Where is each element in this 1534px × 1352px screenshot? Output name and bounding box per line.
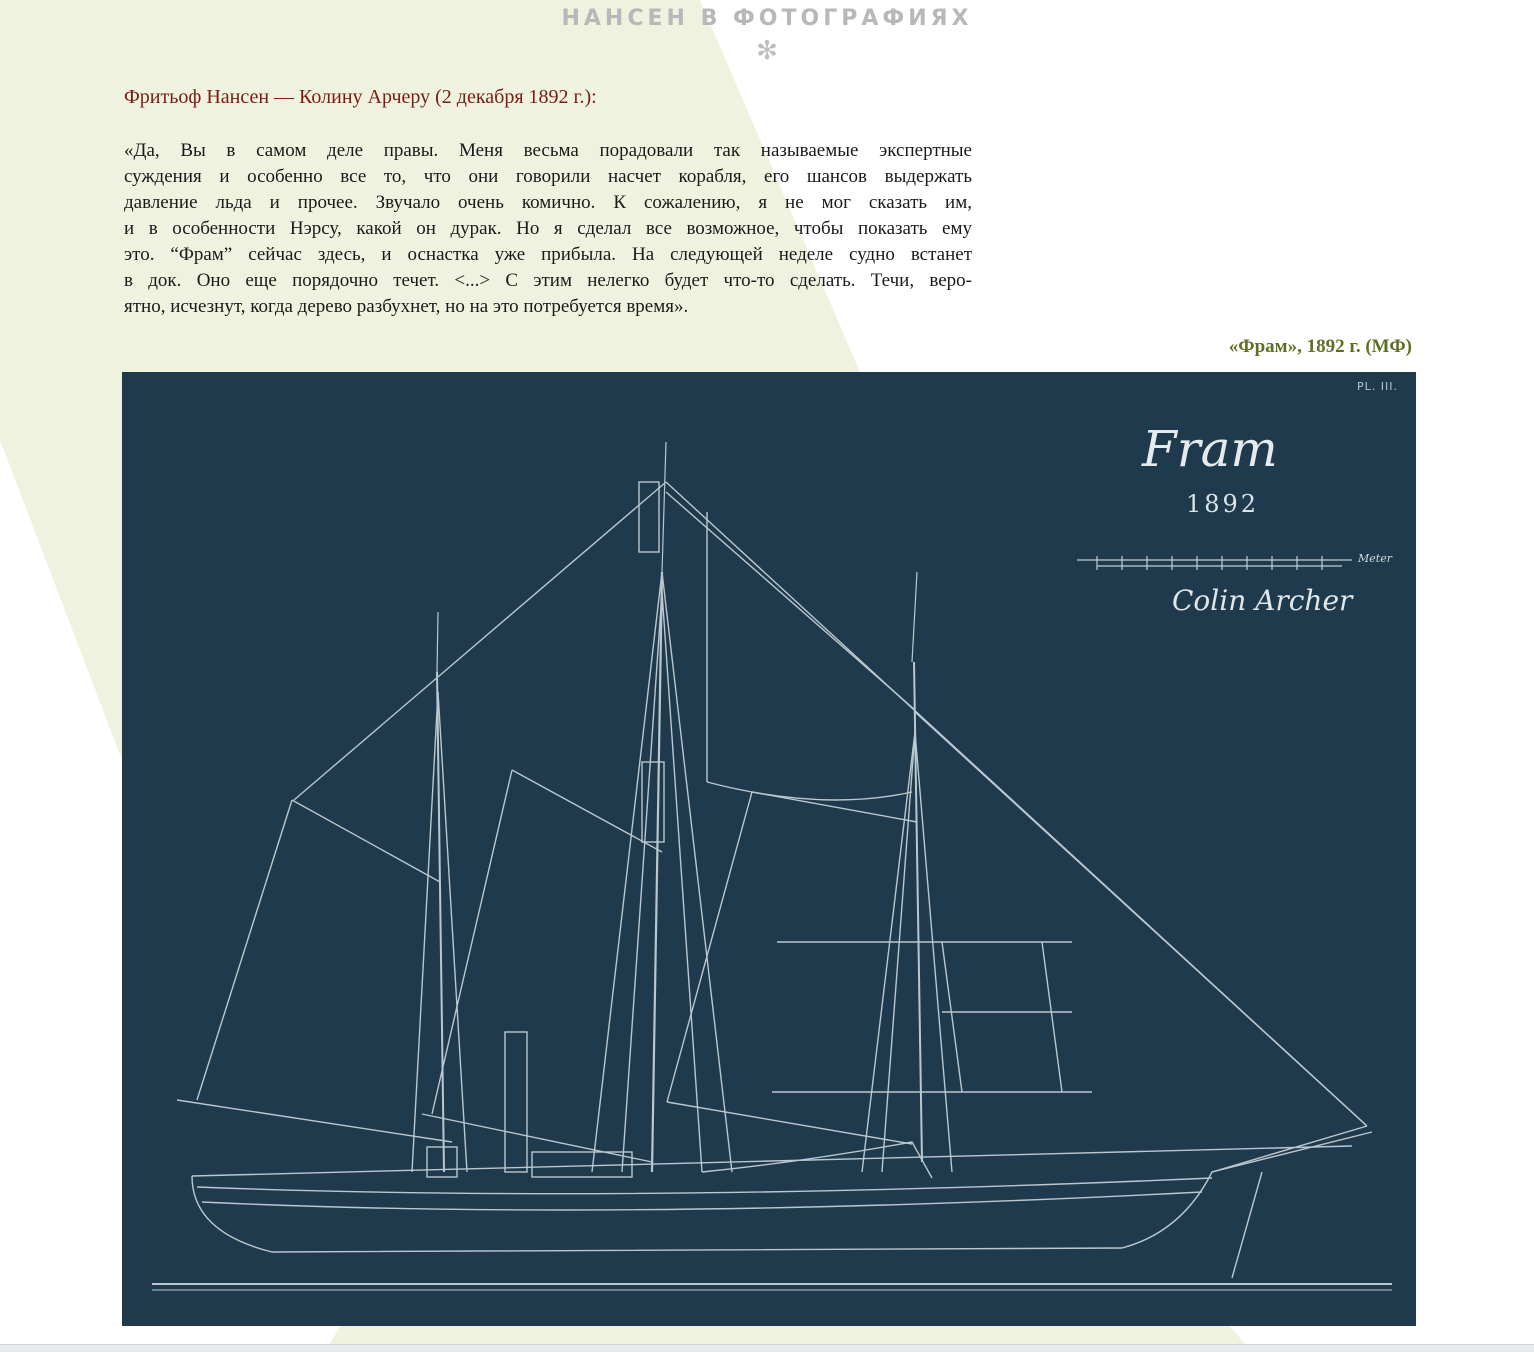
scale-label: Meter	[1358, 552, 1392, 565]
quote-line: это. “Фрам” сейчас здесь, и оснастка уже прибыла. На следующей неделе судно встанет	[124, 244, 972, 265]
quote-line: суждения и особенно все то, что они говорили насчет корабля, его шансов выдержать	[124, 166, 972, 187]
quote-line: «Да, Вы в самом деле правы. Меня весьма порадовали так называемые экспертные	[124, 140, 972, 161]
signature: Colin Archer	[1172, 584, 1353, 617]
quote-line: в док. Оно еще порядочно течет. <...> С этим нелегко будет что-то сделать. Течи, веро-	[124, 270, 972, 291]
drawing-title: Fram	[1142, 420, 1278, 478]
quote-line: ятно, исчезнут, когда дерево разбухнет, но на это потребуется время».	[124, 296, 689, 317]
ship-blueprint-image	[122, 372, 1416, 1326]
plate-number: PL. III.	[1357, 380, 1398, 393]
quote-line: давление льда и прочее. Звучало очень комично. К сожалению, я не мог сказать им,	[124, 192, 972, 213]
letter-heading: Фритьоф Нансен — Колину Арчеру (2 декабря 1892 г.):	[124, 86, 597, 108]
asterisk-ornament-icon: ✻	[756, 36, 778, 66]
running-header: НАНСЕН В ФОТОГРАФИЯХ	[561, 6, 973, 31]
quote-line: и в особенности Нэрсу, какой он дурак. Но я сделал все возможное, чтобы показать ему	[124, 218, 972, 239]
figure-caption: «Фрам», 1892 г. (МФ)	[1228, 336, 1412, 357]
letter-quote	[124, 138, 972, 320]
drawing-year: 1892	[1186, 490, 1260, 518]
viewer-bottom-bar	[0, 1344, 1534, 1352]
